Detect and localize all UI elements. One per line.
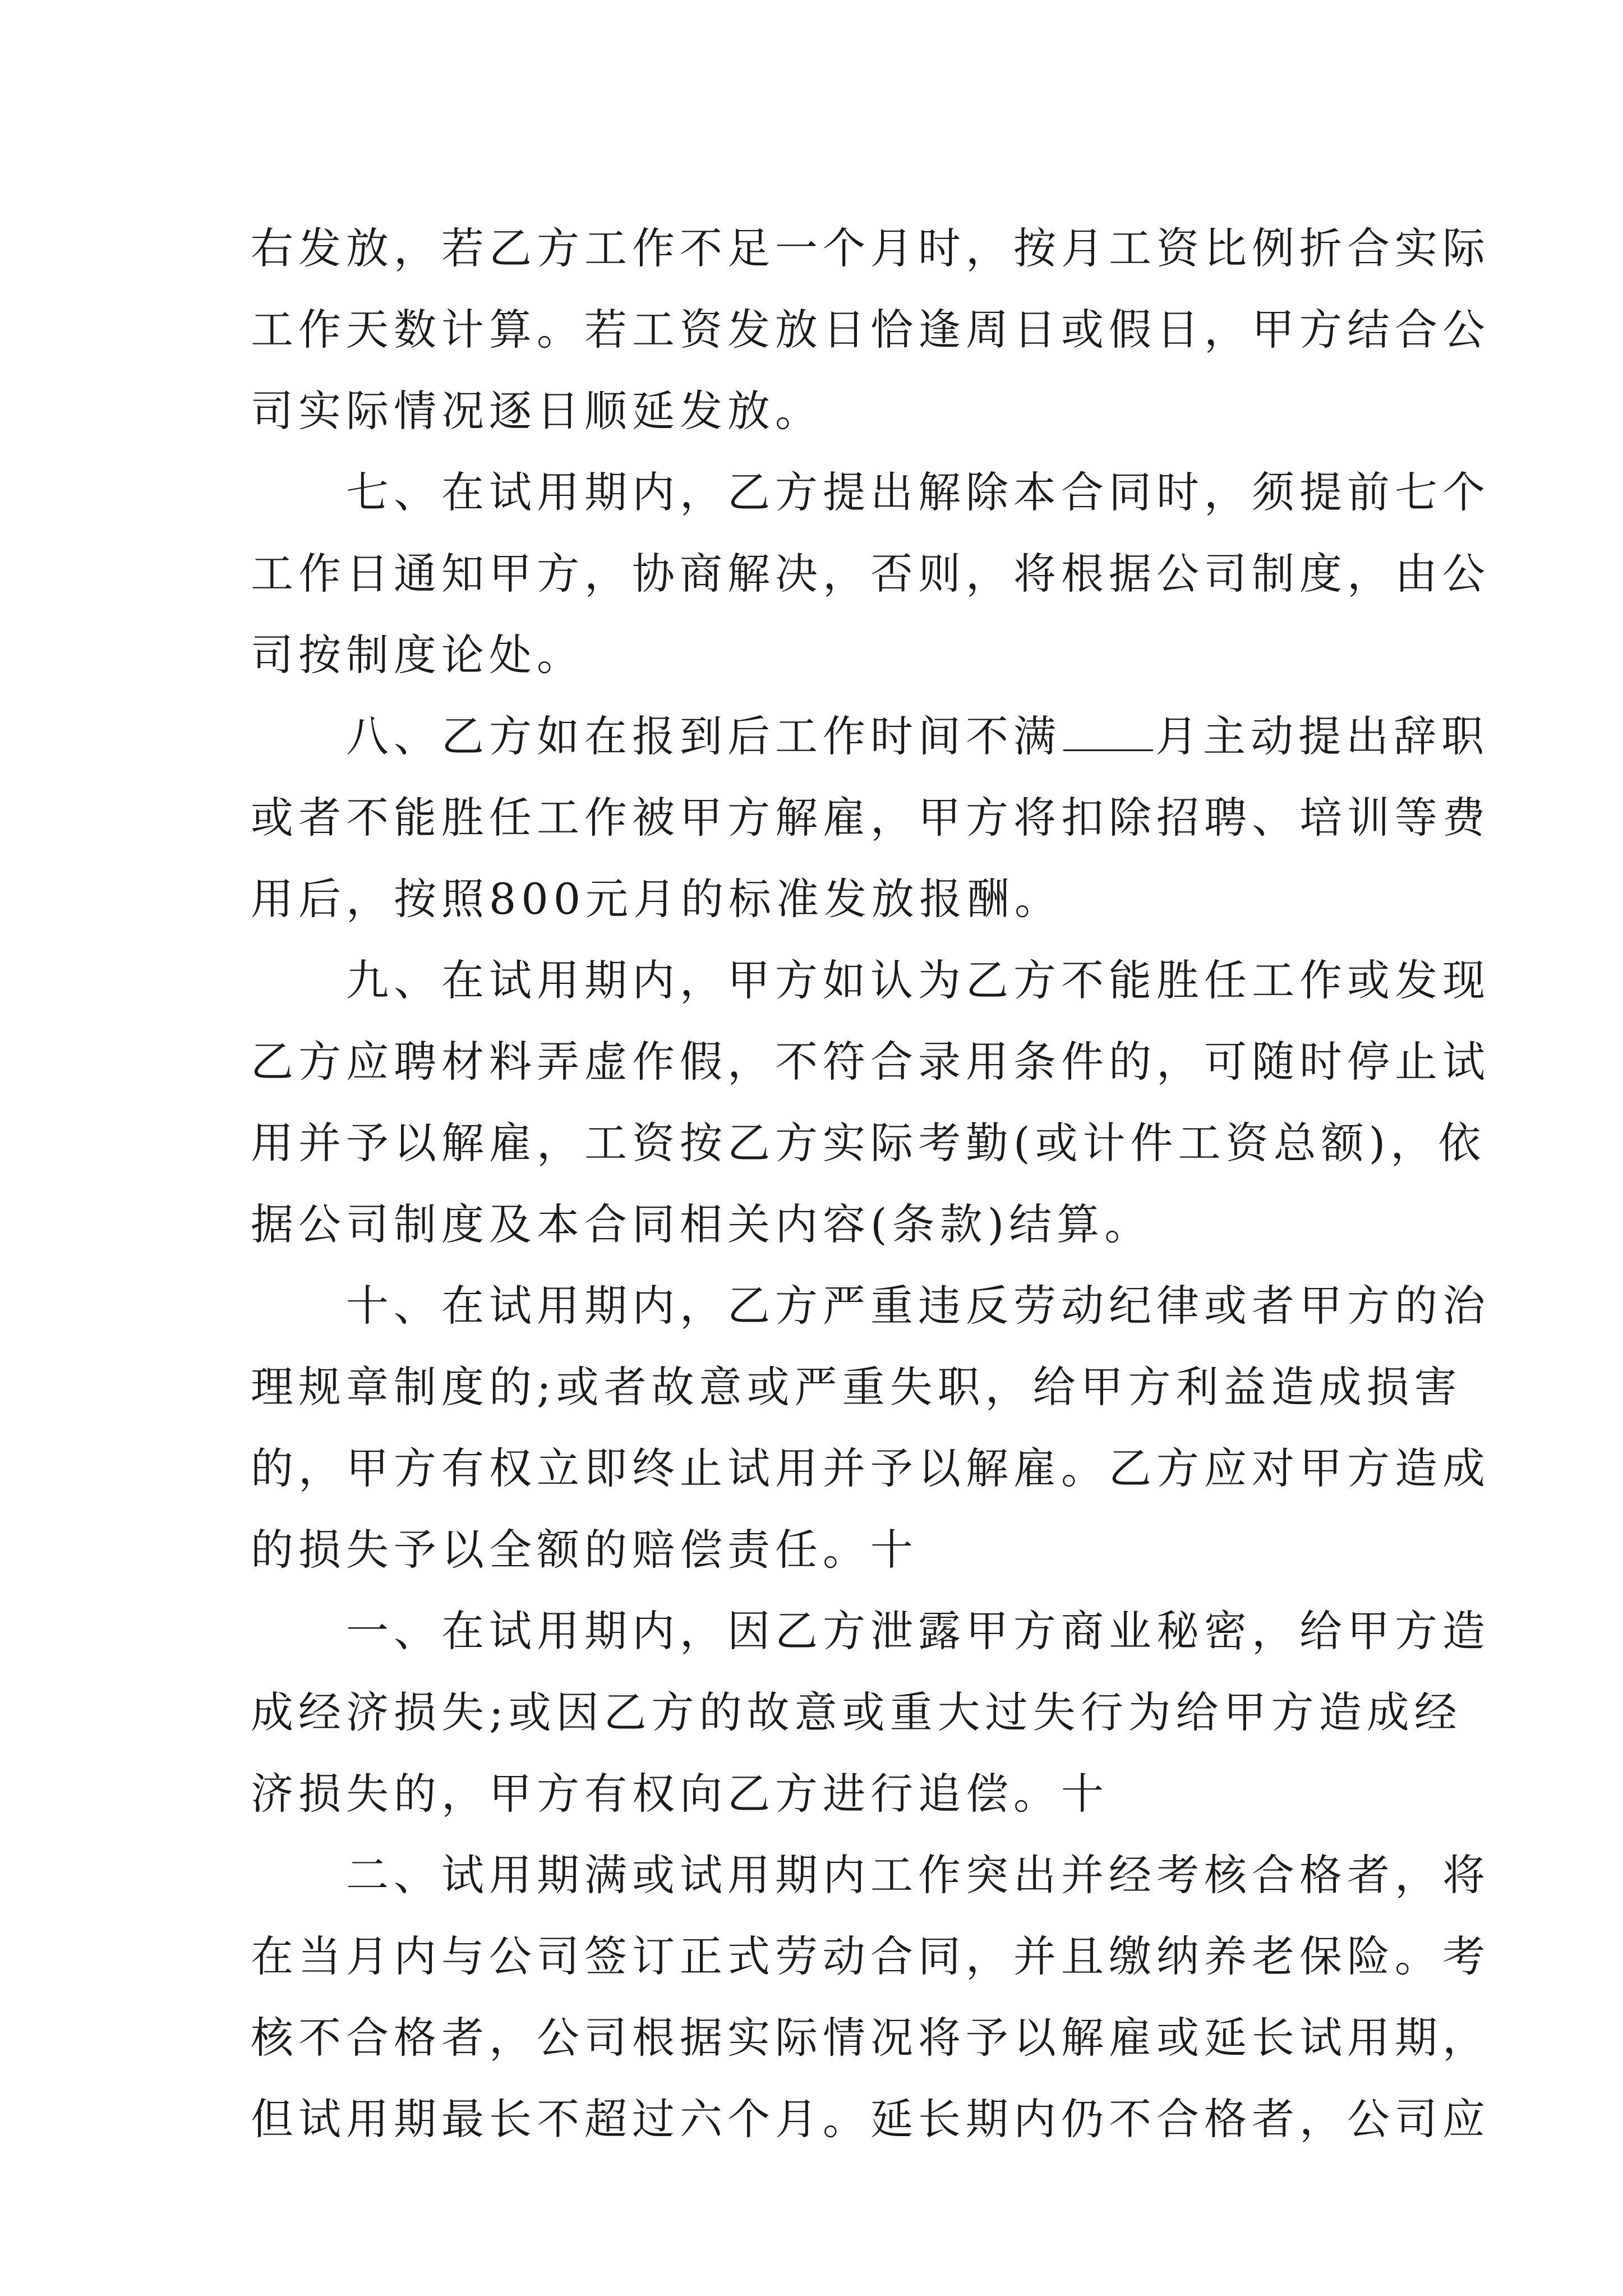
clause-8-text-after-blank: 月主动提出辞职	[1155, 711, 1489, 761]
clause-8-text-before-blank: 八、乙方如在报到后工作时间不满	[346, 711, 1061, 761]
paragraph-wage-payment-continued	[251, 208, 1490, 452]
document-body	[251, 208, 1490, 2160]
text-line: 核不合格者，公司根据实际情况将予以解雇或延长试用期，	[251, 2013, 1490, 2063]
text-line: 二、试用期满或试用期内工作突出并经考核合格者，将	[346, 1850, 1490, 1900]
text-line	[251, 696, 1489, 777]
text-line: 济损失的，甲方有权向乙方进行追偿。十	[251, 1769, 1109, 1819]
text-line: 工作天数计算。若工资发放日恰逢周日或假日，甲方结合公	[251, 305, 1490, 355]
text-line: 或者不能胜任工作被甲方解雇，甲方将扣除招聘、培训等费	[251, 793, 1490, 843]
text-line: 右发放，若乙方工作不足一个月时，按月工资比例折合实际	[251, 223, 1490, 273]
clause-8	[251, 696, 1490, 940]
text-line: 据公司制度及本合同相关内容(条款)结算。	[251, 1199, 1152, 1249]
text-line: 司按制度论处。	[251, 630, 584, 680]
clause-9	[251, 940, 1490, 1265]
text-line: 司实际情况逐日顺延发放。	[251, 386, 823, 436]
text-line: 一、在试用期内，因乙方泄露甲方商业秘密，给甲方造	[346, 1606, 1490, 1656]
text-line: 乙方应聘材料弄虚作假，不符合录用条件的，可随时停止试	[251, 1037, 1490, 1087]
clause-12	[251, 1834, 1490, 2160]
text-line: 用后，按照800元月的标准发放报酬。	[251, 874, 1063, 924]
text-line: 十、在试用期内，乙方严重违反劳动纪律或者甲方的治	[346, 1281, 1490, 1331]
clause-11	[251, 1590, 1490, 1834]
text-line: 成经济损失;或因乙方的故意或重大过失行为给甲方造成经	[251, 1687, 1462, 1737]
text-line: 的损失予以全额的赔偿责任。十	[251, 1525, 918, 1575]
text-line: 七、在试用期内，乙方提出解除本合同时，须提前七个	[346, 467, 1490, 517]
text-line: 在当月内与公司签订正式劳动合同，并且缴纳养老保险。考	[251, 1931, 1490, 1981]
clause-7	[251, 452, 1490, 696]
clause-10	[251, 1265, 1490, 1590]
text-line: 理规章制度的;或者故意或严重失职，给甲方利益造成损害	[251, 1362, 1462, 1412]
text-line: 但试用期最长不超过六个月。延长期内仍不合格者，公司应	[251, 2094, 1490, 2144]
text-line: 用并予以解雇，工资按乙方实际考勤(或计件工资总额)，依	[251, 1118, 1486, 1168]
fill-in-blank	[1063, 715, 1153, 751]
text-line: 的，甲方有权立即终止试用并予以解雇。乙方应对甲方造成	[251, 1443, 1490, 1493]
text-line: 工作日通知甲方，协商解决，否则，将根据公司制度，由公	[251, 549, 1490, 599]
text-line: 九、在试用期内，甲方如认为乙方不能胜任工作或发现	[346, 955, 1490, 1005]
